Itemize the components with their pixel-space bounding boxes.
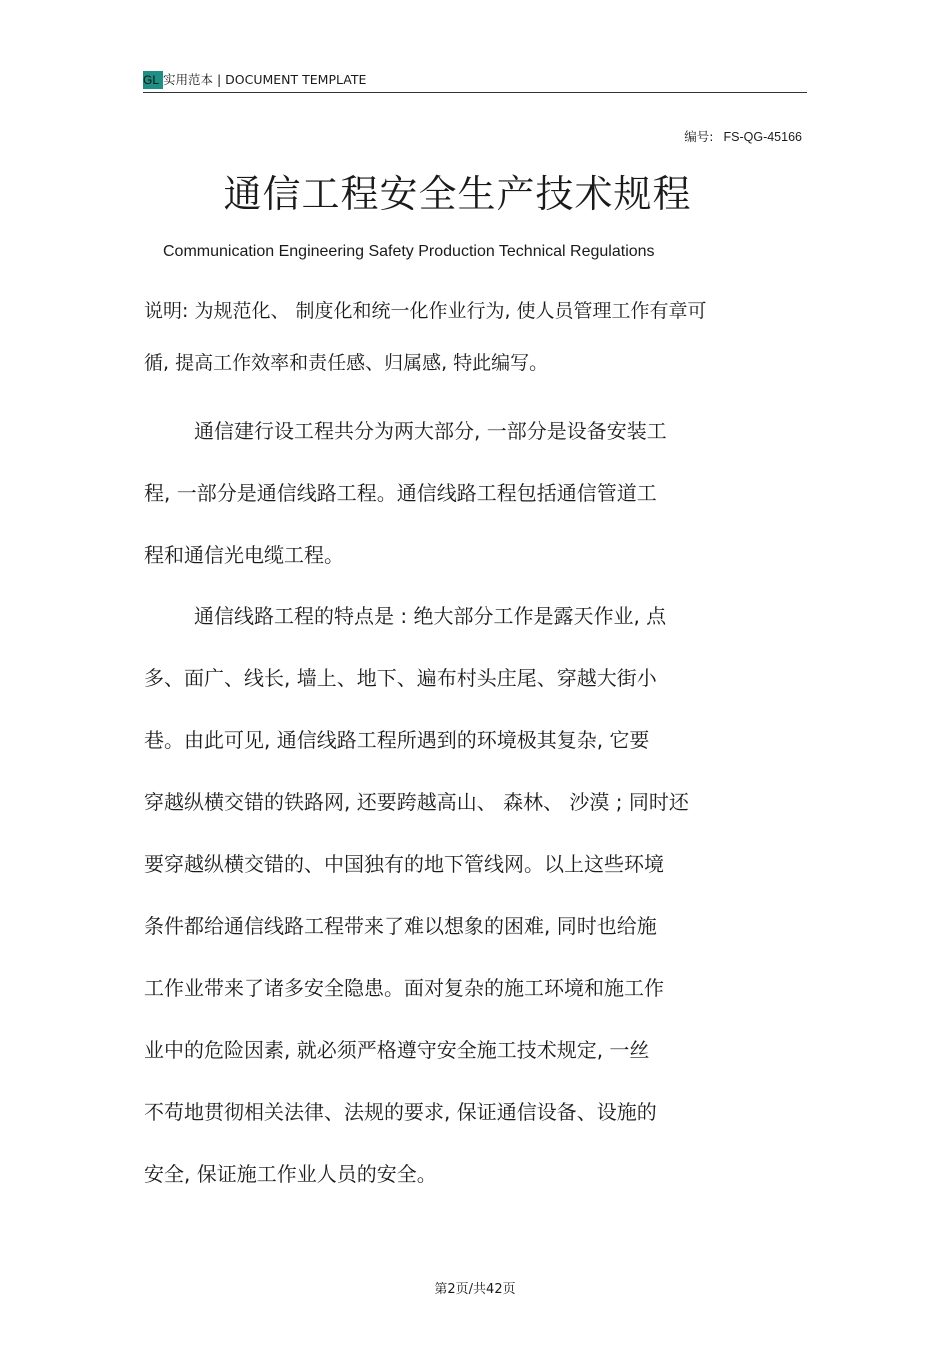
- gl-logo: GL: [143, 71, 163, 89]
- page-footer: 第2页/共42页: [434, 1282, 516, 1297]
- paragraph-line: 条件都给通信线路工程带来了难以想象的困难, 同时也给施: [144, 914, 657, 938]
- paragraph-line: 业中的危险因素, 就必须严格遵守安全施工技术规定, 一丝: [144, 1038, 650, 1062]
- paragraph-line: 不苟地贯彻相关法律、法规的要求, 保证通信设备、设施的: [144, 1100, 657, 1124]
- document-number-value: FS-QG-45166: [723, 130, 802, 144]
- note-line: 循, 提高工作效率和责任感、归属感, 特此编写。: [144, 352, 549, 374]
- note-paragraph: [144, 285, 804, 389]
- paragraph-line: 要穿越纵横交错的、中国独有的地下管线网。以上这些环境: [144, 852, 664, 876]
- paragraph-line: 多、面广、线长, 墙上、地下、遍布村头庄尾、穿越大街小: [144, 666, 657, 690]
- paragraph-line: 穿越纵横交错的铁路网, 还要跨越高山、 森林、 沙漠 ; 同时还: [144, 790, 689, 814]
- paragraph-line: 工作业带来了诸多安全隐患。面对复杂的施工环境和施工作: [144, 976, 664, 1000]
- paragraph-line: 通信建行设工程共分为两大部分, 一部分是设备安装工: [194, 419, 667, 443]
- page-header: [143, 70, 807, 93]
- document-number: [684, 127, 802, 145]
- paragraph-line: 程和通信光电缆工程。: [144, 543, 344, 567]
- paragraph-line: 程, 一部分是通信线路工程。通信线路工程包括通信管道工: [144, 481, 657, 505]
- paragraph-line: 通信线路工程的特点是 : 绝大部分工作是露天作业, 点: [194, 604, 667, 628]
- document-subtitle: Communication Engineering Safety Production Technical Regulations: [163, 243, 655, 260]
- document-number-label: 编号:: [684, 129, 714, 144]
- document-title: 通信工程安全生产技术规程: [223, 172, 692, 216]
- paragraph-line: 巷。由此可见, 通信线路工程所遇到的环境极其复杂, 它要: [144, 728, 650, 752]
- header-text: 实用范本 | DOCUMENT TEMPLATE: [163, 72, 367, 87]
- note-line: 说明: 为规范化、 制度化和统一化作业行为, 使人员管理工作有章可: [144, 300, 707, 322]
- body-paragraph-2: [144, 585, 809, 1205]
- paragraph-line: 安全, 保证施工作业人员的安全。: [144, 1162, 437, 1186]
- body-paragraph-1: [144, 400, 809, 586]
